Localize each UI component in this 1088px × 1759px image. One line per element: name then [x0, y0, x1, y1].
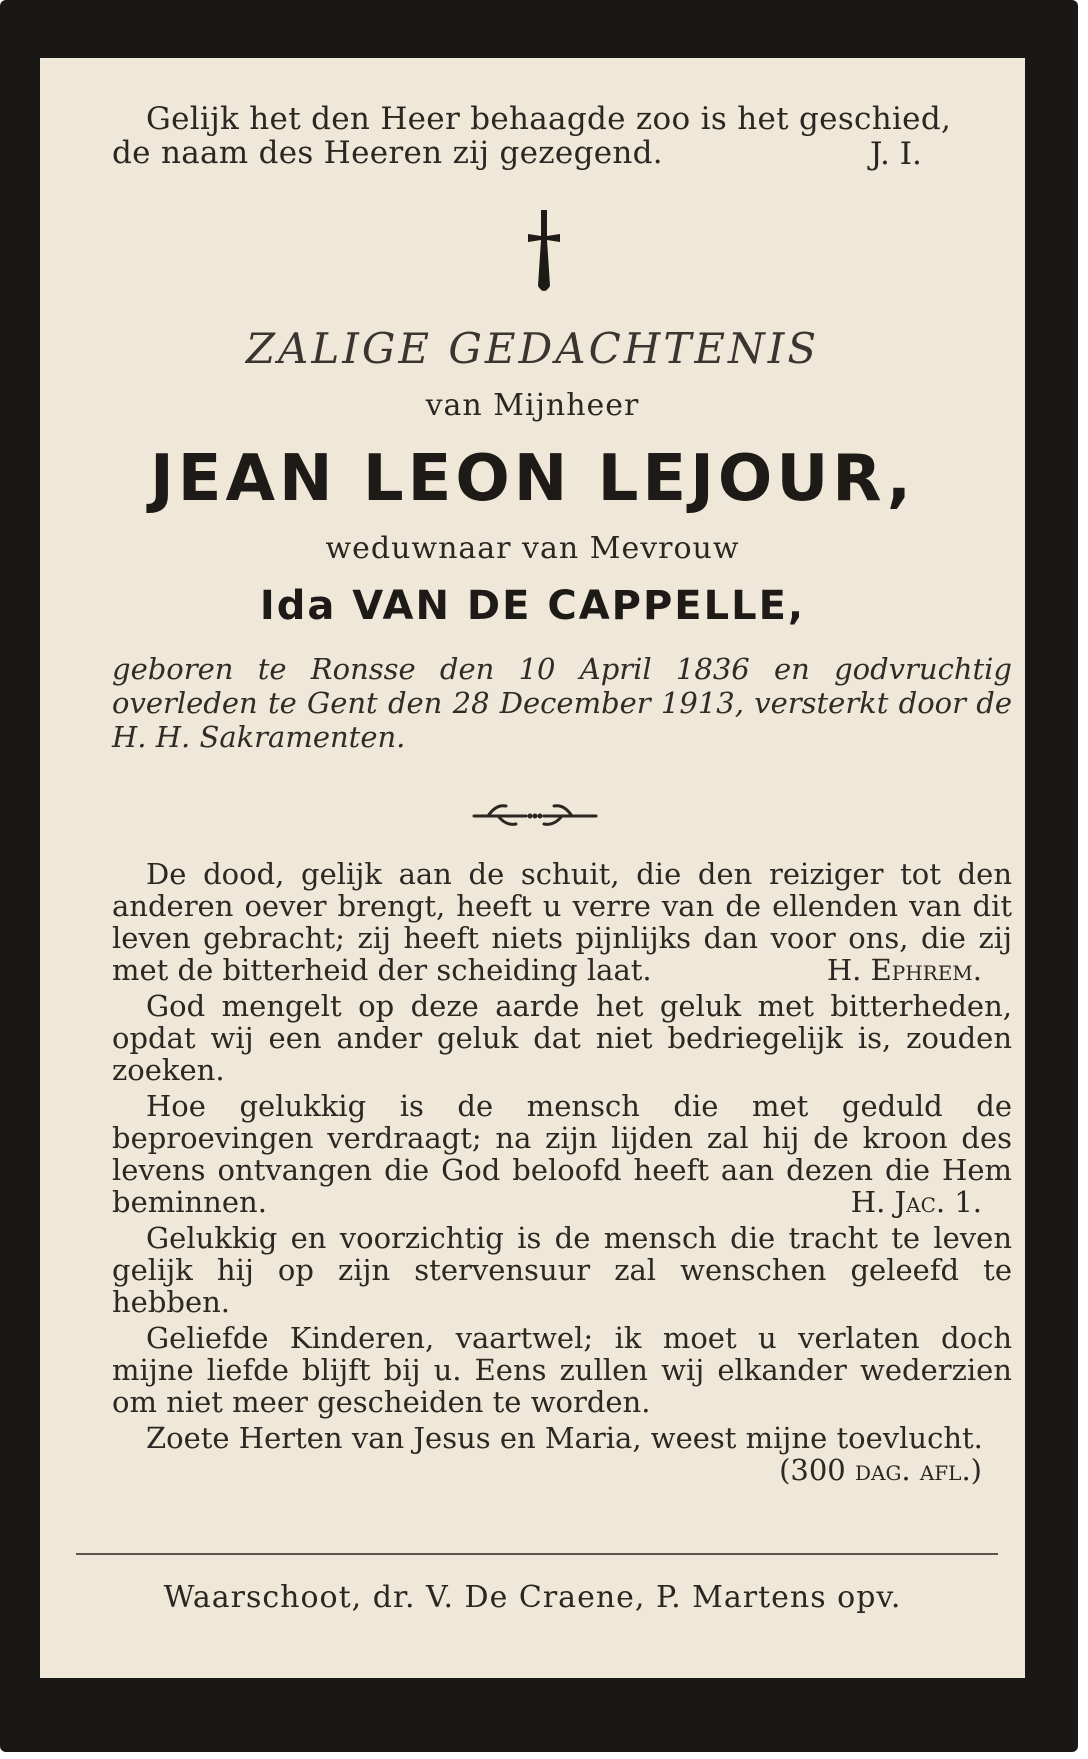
paragraph-reference: (300 dag. afl.) [779, 1453, 982, 1487]
spouse-name: Ida VAN DE CAPPELLE, [259, 583, 806, 629]
epigraph-line-1: Gelijk het den Heer behaagde zoo is het geschied, [146, 101, 952, 137]
prayer-paragraph [112, 990, 1012, 1086]
card-title: ZALIGE GEDACHTENIS [245, 324, 820, 373]
prayer-paragraph [112, 1222, 1012, 1318]
paragraph-reference: H. Ephrem. [826, 953, 982, 987]
footer-divider [76, 1553, 998, 1555]
epigraph-signature: J. I. [870, 136, 922, 172]
cross-icon [514, 206, 574, 296]
prayer-text [112, 858, 1012, 1486]
prayer-paragraph [112, 1090, 1012, 1218]
paragraph-text: God mengelt op deze aarde het geluk met bitterheden, opdat wij een ander geluk dat niet bedriegelijk is, zouden zoeken. [112, 989, 1012, 1087]
paragraph-text: Geliefde Kinderen, vaartwel; ik moet u verlaten doch mijne liefde blijft bij u. Eens zullen wij elkander wederzien om niet meer gescheiden te worden. [112, 1321, 1012, 1419]
prayer-paragraph [112, 858, 1012, 986]
biography-text: geboren te Ronsse den 10 April 1836 en godvruchtig overleden te Gent den 28 December 1913, versterkt door de H. H. Sakramenten. [112, 652, 1012, 754]
card-paper [40, 58, 1025, 1678]
paragraph-text: De dood, gelijk aan de schuit, die den reiziger tot den anderen oever brengt, heeft u verre van de ellenden van dit leven gebracht; zij heeft niets pijnlijks dan voor ons, die zij met de bitterheid der scheiding laat. [112, 857, 1012, 987]
leaf-ornament-icon [470, 796, 600, 836]
prayer-paragraph [112, 1322, 1012, 1418]
printer-credit: Waarschoot, dr. V. De Craene, P. Martens opv. [163, 1580, 902, 1615]
honorific-line: van Mijnheer [425, 388, 640, 423]
widower-line: weduwnaar van Mevrouw [325, 531, 740, 566]
paragraph-reference: H. Jac. 1. [850, 1185, 982, 1219]
paragraph-text: Hoe gelukkig is de mensch die met geduld de beproevingen verdraagt; na zijn lijden zal hij de kroon des levens ontvangen die God beloofd heeft aan dezen die Hem beminnen. [112, 1089, 1012, 1219]
paragraph-text: Zoete Herten van Jesus en Maria, weest mijne toevlucht. [146, 1421, 983, 1455]
epigraph-line-2: de naam des Heeren zij gezegend. [112, 135, 663, 171]
deceased-name: JEAN LEON LEJOUR, [149, 442, 916, 516]
prayer-paragraph [112, 1421, 1012, 1487]
paragraph-text: Gelukkig en voorzichtig is de mensch die tracht te leven gelijk hij op zijn stervensuur zal wenschen geleefd te hebben. [112, 1221, 1012, 1319]
